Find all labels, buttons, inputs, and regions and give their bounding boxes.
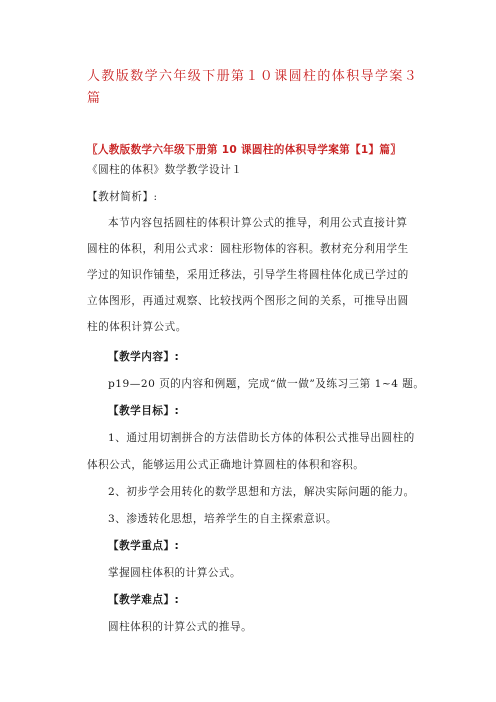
subtitle: 《圆柱的体积》数学教学设计１ (87, 164, 243, 176)
teaching-goals-line: 1、通过用切割拼合的方法借助长方体的体积公式推导出圆柱的 (108, 432, 415, 444)
material-analysis-line: 本节内容包括圆柱的体积计算公式的推导，利用公式直接计算 (108, 217, 408, 229)
key-points-heading: 【教学重点】: (108, 540, 180, 552)
teaching-content-heading: 【教学内容】: (108, 351, 180, 363)
material-analysis-line: 柱的体积计算公式。 (87, 321, 187, 333)
section-heading: 〖人教版数学六年级下册第 10 课圆柱的体积导学案第【1】篇〗 (87, 144, 402, 156)
teaching-goals-heading: 【教学目标】: (108, 405, 180, 417)
difficult-points-text: 圆柱体积的计算公式的推导。 (108, 621, 253, 633)
key-points-text: 掌握圆柱体积的计算公式。 (108, 567, 242, 579)
material-analysis-line: 圆柱的体积，利用公式求：圆柱形物体的容积。教材充分利用学生 (87, 243, 409, 255)
teaching-goals-line: 体积公式，能够运用公式正确地计算圆柱的体积和容积。 (87, 459, 365, 471)
teaching-goals-line: 3、渗透转化思想，培养学生的自主探索意识。 (108, 513, 338, 525)
teaching-content-text: p19—20 页的内容和例题，完成“做一做”及练习三第 1~4 题。 (108, 378, 425, 390)
difficult-points-heading: 【教学难点】: (108, 594, 180, 606)
teaching-goals-line: 2、初步学会用转化的数学思想和方法，解决实际问题的能力。 (108, 486, 415, 498)
material-analysis-heading: 【教材简析】: (87, 191, 158, 203)
document-title: 人教版数学六年级下册第１０课圆柱的体积导学案３篇 (87, 69, 419, 106)
material-analysis-line: 立体图形，再通过观察、比较找两个图形之间的关系，可推导出圆 (87, 295, 409, 307)
material-analysis-line: 学过的知识作铺垫，采用迁移法，引导学生将圆柱体化成已学过的 (87, 269, 409, 281)
